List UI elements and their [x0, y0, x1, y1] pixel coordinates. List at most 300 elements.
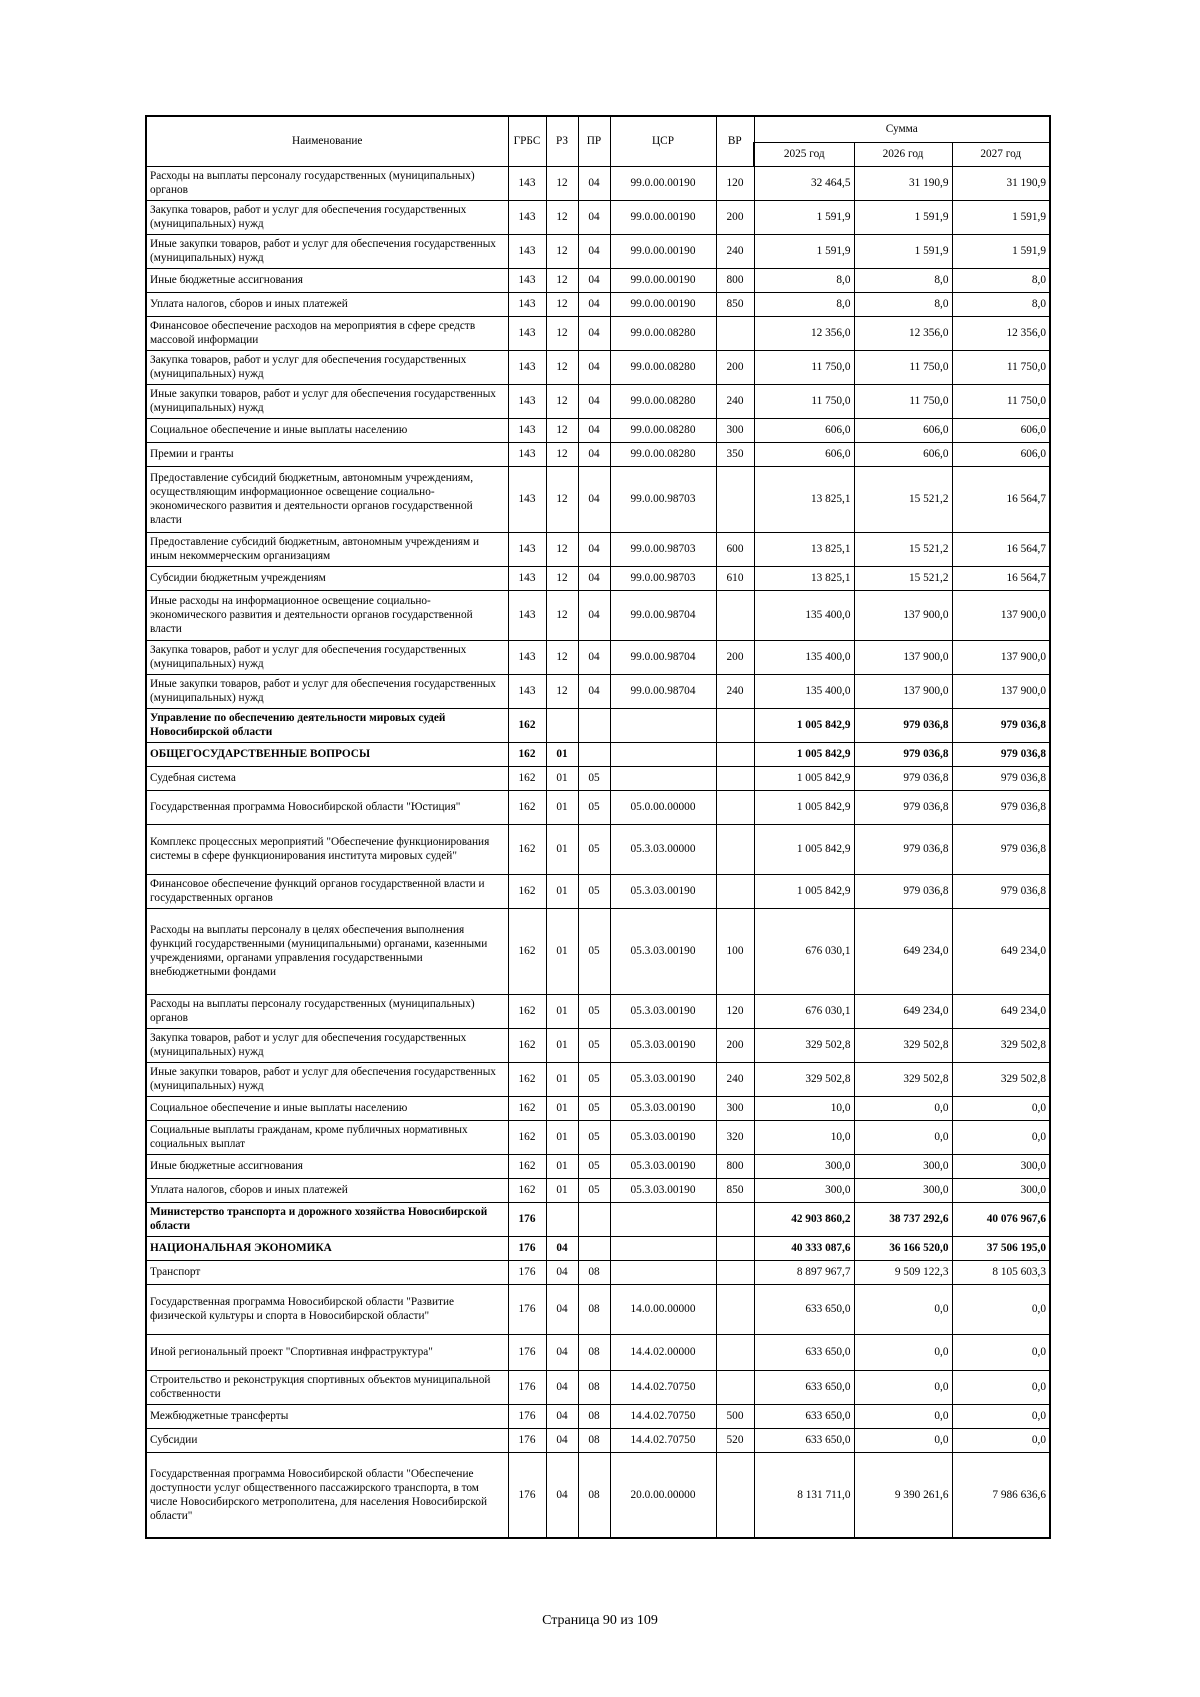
- cell-rz: 04: [546, 1428, 578, 1452]
- cell-2025: 135 400,0: [754, 590, 854, 640]
- cell-pr: 04: [578, 350, 610, 384]
- cell-name: Транспорт: [146, 1260, 508, 1284]
- cell-name: Субсидии бюджетным учреждениям: [146, 566, 508, 590]
- cell-2026: 15 521,2: [854, 466, 952, 532]
- cell-rz: 12: [546, 418, 578, 442]
- cell-2027: 329 502,8: [952, 1028, 1050, 1062]
- cell-csr: 99.0.00.08280: [610, 384, 716, 418]
- cell-vr: [716, 1260, 754, 1284]
- cell-rz: 01: [546, 1028, 578, 1062]
- cell-rz: 12: [546, 640, 578, 674]
- cell-2026: 11 750,0: [854, 350, 952, 384]
- cell-rz: 12: [546, 466, 578, 532]
- header-vr: ВР: [716, 116, 754, 166]
- cell-2025: 10,0: [754, 1120, 854, 1154]
- cell-rz: 04: [546, 1370, 578, 1404]
- cell-csr: 14.4.02.70750: [610, 1428, 716, 1452]
- cell-2027: 1 591,9: [952, 200, 1050, 234]
- cell-grbs: 162: [508, 766, 546, 790]
- cell-2027: 649 234,0: [952, 994, 1050, 1028]
- cell-rz: 12: [546, 268, 578, 292]
- cell-name: Межбюджетные трансферты: [146, 1404, 508, 1428]
- cell-name: Закупка товаров, работ и услуг для обеспечения государственных (муниципальных) нужд: [146, 200, 508, 234]
- table-row: [146, 1096, 1050, 1120]
- cell-csr: 05.3.03.00190: [610, 1028, 716, 1062]
- cell-vr: 200: [716, 1028, 754, 1062]
- cell-csr: 99.0.00.98704: [610, 674, 716, 708]
- table-row: [146, 1028, 1050, 1062]
- cell-pr: 04: [578, 532, 610, 566]
- cell-pr: 08: [578, 1370, 610, 1404]
- cell-name: Иной региональный проект "Спортивная инфраструктура": [146, 1334, 508, 1370]
- cell-rz: 12: [546, 200, 578, 234]
- cell-name: Финансовое обеспечение функций органов государственной власти и государственных органов: [146, 874, 508, 908]
- table-row: [146, 292, 1050, 316]
- cell-vr: 300: [716, 1096, 754, 1120]
- cell-2025: 135 400,0: [754, 640, 854, 674]
- cell-2026: 0,0: [854, 1334, 952, 1370]
- cell-name: Иные закупки товаров, работ и услуг для обеспечения государственных (муниципальных) нужд: [146, 234, 508, 268]
- cell-vr: 120: [716, 994, 754, 1028]
- table-row: [146, 384, 1050, 418]
- cell-2025: 300,0: [754, 1178, 854, 1202]
- cell-vr: 120: [716, 166, 754, 200]
- cell-name: Государственная программа Новосибирской области "Развитие физической культуры и спорта в Новосибирской области": [146, 1284, 508, 1334]
- cell-2025: 1 005 842,9: [754, 766, 854, 790]
- cell-rz: 01: [546, 742, 578, 766]
- cell-csr: 20.0.00.00000: [610, 1452, 716, 1538]
- cell-pr: 05: [578, 824, 610, 874]
- table-row: [146, 874, 1050, 908]
- cell-2027: 11 750,0: [952, 350, 1050, 384]
- cell-pr: 04: [578, 566, 610, 590]
- cell-2025: 8,0: [754, 292, 854, 316]
- cell-grbs: 143: [508, 532, 546, 566]
- cell-2027: 8,0: [952, 292, 1050, 316]
- cell-grbs: 143: [508, 466, 546, 532]
- cell-grbs: 176: [508, 1428, 546, 1452]
- cell-2025: 633 650,0: [754, 1428, 854, 1452]
- cell-2026: 15 521,2: [854, 566, 952, 590]
- cell-2026: 979 036,8: [854, 874, 952, 908]
- cell-name: Судебная система: [146, 766, 508, 790]
- cell-grbs: 162: [508, 708, 546, 742]
- cell-name: Государственная программа Новосибирской области "Обеспечение доступности услуг общественного пассажирского транспорта, в том числе Новосибирского метрополитена, для населения Новосибирской области": [146, 1452, 508, 1538]
- cell-rz: 12: [546, 384, 578, 418]
- cell-2026: 8,0: [854, 268, 952, 292]
- cell-vr: [716, 766, 754, 790]
- cell-name: Уплата налогов, сборов и иных платежей: [146, 1178, 508, 1202]
- cell-name: Расходы на выплаты персоналу государственных (муниципальных) органов: [146, 166, 508, 200]
- cell-grbs: 176: [508, 1202, 546, 1236]
- cell-vr: 600: [716, 532, 754, 566]
- cell-name: Государственная программа Новосибирской области "Юстиция": [146, 790, 508, 824]
- cell-vr: 240: [716, 1062, 754, 1096]
- cell-2026: 0,0: [854, 1096, 952, 1120]
- table-row: [146, 234, 1050, 268]
- table-row: [146, 790, 1050, 824]
- cell-2025: 1 005 842,9: [754, 742, 854, 766]
- cell-2026: 0,0: [854, 1370, 952, 1404]
- cell-2026: 38 737 292,6: [854, 1202, 952, 1236]
- cell-vr: [716, 466, 754, 532]
- cell-csr: 05.3.03.00000: [610, 824, 716, 874]
- cell-2025: 8,0: [754, 268, 854, 292]
- cell-2025: 32 464,5: [754, 166, 854, 200]
- cell-name: Иные закупки товаров, работ и услуг для обеспечения государственных (муниципальных) нужд: [146, 674, 508, 708]
- cell-name: Министерство транспорта и дорожного хозяйства Новосибирской области: [146, 1202, 508, 1236]
- cell-name: Строительство и реконструкция спортивных объектов муниципальной собственности: [146, 1370, 508, 1404]
- cell-2027: 40 076 967,6: [952, 1202, 1050, 1236]
- cell-vr: [716, 708, 754, 742]
- cell-vr: 240: [716, 674, 754, 708]
- cell-vr: 300: [716, 418, 754, 442]
- cell-2027: 329 502,8: [952, 1062, 1050, 1096]
- cell-2025: 606,0: [754, 442, 854, 466]
- cell-rz: 12: [546, 350, 578, 384]
- cell-pr: 04: [578, 640, 610, 674]
- cell-grbs: 143: [508, 590, 546, 640]
- header-rz: РЗ: [546, 116, 578, 166]
- cell-2027: 0,0: [952, 1096, 1050, 1120]
- cell-csr: 99.0.00.98704: [610, 590, 716, 640]
- header-2025: 2025 год: [754, 142, 854, 166]
- cell-2025: 676 030,1: [754, 994, 854, 1028]
- table-row: [146, 1284, 1050, 1334]
- cell-2025: 1 005 842,9: [754, 874, 854, 908]
- header-csr: ЦСР: [610, 116, 716, 166]
- cell-2027: 16 564,7: [952, 532, 1050, 566]
- cell-grbs: 143: [508, 268, 546, 292]
- cell-rz: 01: [546, 1154, 578, 1178]
- cell-csr: 99.0.00.08280: [610, 316, 716, 350]
- cell-2027: 649 234,0: [952, 908, 1050, 994]
- cell-pr: 04: [578, 166, 610, 200]
- cell-2025: 1 591,9: [754, 234, 854, 268]
- table-row: [146, 1260, 1050, 1284]
- header-name: Наименование: [146, 116, 508, 166]
- cell-2027: 11 750,0: [952, 384, 1050, 418]
- cell-grbs: 143: [508, 292, 546, 316]
- cell-2026: 979 036,8: [854, 742, 952, 766]
- cell-2027: 0,0: [952, 1120, 1050, 1154]
- cell-2026: 137 900,0: [854, 674, 952, 708]
- cell-pr: 08: [578, 1404, 610, 1428]
- cell-pr: 04: [578, 418, 610, 442]
- table-row: [146, 316, 1050, 350]
- cell-name: Иные бюджетные ассигнования: [146, 268, 508, 292]
- cell-rz: 01: [546, 766, 578, 790]
- budget-table: [145, 115, 1051, 1539]
- cell-2025: 633 650,0: [754, 1284, 854, 1334]
- cell-rz: 12: [546, 166, 578, 200]
- cell-vr: [716, 1334, 754, 1370]
- cell-pr: 05: [578, 790, 610, 824]
- cell-csr: 05.0.00.00000: [610, 790, 716, 824]
- cell-pr: 05: [578, 994, 610, 1028]
- cell-pr: 04: [578, 442, 610, 466]
- cell-rz: 04: [546, 1404, 578, 1428]
- cell-2027: 8,0: [952, 268, 1050, 292]
- cell-vr: 850: [716, 292, 754, 316]
- cell-2027: 0,0: [952, 1334, 1050, 1370]
- cell-2027: 0,0: [952, 1428, 1050, 1452]
- table-row: [146, 566, 1050, 590]
- cell-rz: [546, 1202, 578, 1236]
- cell-name: НАЦИОНАЛЬНАЯ ЭКОНОМИКА: [146, 1236, 508, 1260]
- cell-rz: 12: [546, 566, 578, 590]
- cell-2025: 329 502,8: [754, 1062, 854, 1096]
- header-2027: 2027 год: [952, 142, 1050, 166]
- cell-2025: 11 750,0: [754, 384, 854, 418]
- header-grbs: ГРБС: [508, 116, 546, 166]
- cell-rz: 01: [546, 1178, 578, 1202]
- cell-vr: [716, 1452, 754, 1538]
- cell-2026: 36 166 520,0: [854, 1236, 952, 1260]
- cell-pr: 08: [578, 1284, 610, 1334]
- cell-name: Комплекс процессных мероприятий "Обеспечение функционирования системы в сфере функционирования института мировых судей": [146, 824, 508, 874]
- table-row: [146, 200, 1050, 234]
- cell-2027: 979 036,8: [952, 824, 1050, 874]
- cell-vr: 500: [716, 1404, 754, 1428]
- cell-name: Финансовое обеспечение расходов на мероприятия в сфере средств массовой информации: [146, 316, 508, 350]
- cell-name: Иные расходы на информационное освещение социально-экономического развития и деятельности органов государственной власти: [146, 590, 508, 640]
- cell-grbs: 143: [508, 674, 546, 708]
- cell-grbs: 176: [508, 1404, 546, 1428]
- cell-pr: 08: [578, 1452, 610, 1538]
- cell-rz: 12: [546, 442, 578, 466]
- table-row: [146, 1428, 1050, 1452]
- cell-2027: 137 900,0: [952, 674, 1050, 708]
- cell-pr: 04: [578, 234, 610, 268]
- cell-2025: 1 005 842,9: [754, 708, 854, 742]
- cell-2025: 42 903 860,2: [754, 1202, 854, 1236]
- cell-csr: 99.0.00.08280: [610, 350, 716, 384]
- cell-csr: 14.4.02.70750: [610, 1404, 716, 1428]
- cell-rz: 01: [546, 824, 578, 874]
- cell-name: Закупка товаров, работ и услуг для обеспечения государственных (муниципальных) нужд: [146, 1028, 508, 1062]
- cell-rz: 01: [546, 994, 578, 1028]
- cell-pr: 05: [578, 1028, 610, 1062]
- cell-2025: 40 333 087,6: [754, 1236, 854, 1260]
- cell-2026: 15 521,2: [854, 532, 952, 566]
- cell-2026: 137 900,0: [854, 640, 952, 674]
- cell-2027: 979 036,8: [952, 766, 1050, 790]
- cell-grbs: 143: [508, 166, 546, 200]
- cell-2025: 135 400,0: [754, 674, 854, 708]
- cell-2026: 979 036,8: [854, 766, 952, 790]
- table-row: [146, 1178, 1050, 1202]
- cell-csr: 99.0.00.00190: [610, 166, 716, 200]
- cell-2025: 1 005 842,9: [754, 824, 854, 874]
- cell-grbs: 162: [508, 908, 546, 994]
- cell-2025: 633 650,0: [754, 1370, 854, 1404]
- cell-name: Субсидии: [146, 1428, 508, 1452]
- cell-csr: 05.3.03.00190: [610, 908, 716, 994]
- cell-csr: 99.0.00.08280: [610, 418, 716, 442]
- table-row: [146, 1202, 1050, 1236]
- table-row: [146, 268, 1050, 292]
- table-row: [146, 742, 1050, 766]
- cell-pr: [578, 1202, 610, 1236]
- cell-vr: [716, 874, 754, 908]
- cell-2026: 0,0: [854, 1404, 952, 1428]
- cell-pr: 05: [578, 766, 610, 790]
- cell-pr: 08: [578, 1428, 610, 1452]
- cell-vr: 800: [716, 1154, 754, 1178]
- cell-2025: 676 030,1: [754, 908, 854, 994]
- cell-pr: 04: [578, 384, 610, 418]
- cell-vr: [716, 1236, 754, 1260]
- cell-2025: 1 591,9: [754, 200, 854, 234]
- cell-pr: 04: [578, 292, 610, 316]
- cell-grbs: 143: [508, 384, 546, 418]
- cell-rz: 12: [546, 674, 578, 708]
- cell-name: Закупка товаров, работ и услуг для обеспечения государственных (муниципальных) нужд: [146, 640, 508, 674]
- cell-csr: 14.4.02.00000: [610, 1334, 716, 1370]
- cell-2025: 11 750,0: [754, 350, 854, 384]
- cell-rz: 12: [546, 590, 578, 640]
- page-number: Страница 90 из 109: [542, 1613, 658, 1628]
- cell-grbs: 143: [508, 566, 546, 590]
- cell-2027: 606,0: [952, 418, 1050, 442]
- cell-2027: 16 564,7: [952, 566, 1050, 590]
- cell-grbs: 176: [508, 1260, 546, 1284]
- cell-vr: 200: [716, 640, 754, 674]
- cell-vr: 200: [716, 200, 754, 234]
- cell-name: Управление по обеспечению деятельности мировых судей Новосибирской области: [146, 708, 508, 742]
- cell-2027: 16 564,7: [952, 466, 1050, 532]
- cell-2027: 0,0: [952, 1284, 1050, 1334]
- cell-2025: 8 131 711,0: [754, 1452, 854, 1538]
- table-row: [146, 350, 1050, 384]
- cell-2026: 0,0: [854, 1284, 952, 1334]
- cell-2026: 0,0: [854, 1120, 952, 1154]
- cell-csr: 99.0.00.00190: [610, 200, 716, 234]
- cell-grbs: 162: [508, 790, 546, 824]
- cell-vr: 350: [716, 442, 754, 466]
- table-row: [146, 766, 1050, 790]
- table-row: [146, 1120, 1050, 1154]
- cell-2026: 979 036,8: [854, 708, 952, 742]
- cell-csr: 99.0.00.98703: [610, 466, 716, 532]
- cell-2025: 633 650,0: [754, 1334, 854, 1370]
- table-row: [146, 442, 1050, 466]
- cell-grbs: 143: [508, 234, 546, 268]
- cell-name: Закупка товаров, работ и услуг для обеспечения государственных (муниципальных) нужд: [146, 350, 508, 384]
- cell-csr: [610, 742, 716, 766]
- cell-name: Иные бюджетные ассигнования: [146, 1154, 508, 1178]
- cell-2026: 9 390 261,6: [854, 1452, 952, 1538]
- cell-2026: 300,0: [854, 1154, 952, 1178]
- cell-csr: 05.3.03.00190: [610, 994, 716, 1028]
- header-row: [146, 116, 1050, 142]
- cell-grbs: 143: [508, 316, 546, 350]
- cell-2026: 31 190,9: [854, 166, 952, 200]
- table-row: [146, 590, 1050, 640]
- cell-grbs: 143: [508, 418, 546, 442]
- cell-vr: 240: [716, 384, 754, 418]
- cell-vr: 800: [716, 268, 754, 292]
- cell-name: Предоставление субсидий бюджетным, автономным учреждениям и иным некоммерческим организациям: [146, 532, 508, 566]
- cell-vr: [716, 1370, 754, 1404]
- cell-2026: 12 356,0: [854, 316, 952, 350]
- cell-rz: 01: [546, 1096, 578, 1120]
- cell-rz: 01: [546, 874, 578, 908]
- cell-grbs: 176: [508, 1334, 546, 1370]
- cell-rz: [546, 708, 578, 742]
- cell-2026: 1 591,9: [854, 200, 952, 234]
- table-row: [146, 824, 1050, 874]
- cell-2025: 329 502,8: [754, 1028, 854, 1062]
- cell-2027: 979 036,8: [952, 708, 1050, 742]
- cell-2027: 137 900,0: [952, 590, 1050, 640]
- cell-name: Иные закупки товаров, работ и услуг для обеспечения государственных (муниципальных) нужд: [146, 1062, 508, 1096]
- cell-csr: 05.3.03.00190: [610, 1178, 716, 1202]
- cell-grbs: 162: [508, 1096, 546, 1120]
- cell-csr: 05.3.03.00190: [610, 1096, 716, 1120]
- cell-pr: 04: [578, 268, 610, 292]
- cell-vr: [716, 742, 754, 766]
- table-row: [146, 418, 1050, 442]
- table-row: [146, 466, 1050, 532]
- table-body: [146, 116, 1050, 1538]
- table-row: [146, 1334, 1050, 1370]
- cell-grbs: 176: [508, 1284, 546, 1334]
- cell-pr: 05: [578, 1062, 610, 1096]
- cell-grbs: 162: [508, 742, 546, 766]
- cell-grbs: 162: [508, 1120, 546, 1154]
- cell-grbs: 162: [508, 1062, 546, 1096]
- cell-2026: 606,0: [854, 442, 952, 466]
- cell-csr: 05.3.03.00190: [610, 874, 716, 908]
- cell-csr: 99.0.00.00190: [610, 292, 716, 316]
- cell-grbs: 143: [508, 442, 546, 466]
- cell-vr: [716, 824, 754, 874]
- cell-rz: 12: [546, 234, 578, 268]
- table-row: [146, 708, 1050, 742]
- cell-2027: 7 986 636,6: [952, 1452, 1050, 1538]
- cell-vr: 320: [716, 1120, 754, 1154]
- cell-vr: [716, 316, 754, 350]
- cell-2025: 1 005 842,9: [754, 790, 854, 824]
- table-row: [146, 674, 1050, 708]
- table-row: [146, 640, 1050, 674]
- cell-pr: 08: [578, 1260, 610, 1284]
- cell-rz: 04: [546, 1260, 578, 1284]
- cell-pr: 08: [578, 1334, 610, 1370]
- cell-csr: 99.0.00.98703: [610, 532, 716, 566]
- cell-grbs: 176: [508, 1236, 546, 1260]
- cell-csr: 14.4.02.70750: [610, 1370, 716, 1404]
- cell-2027: 606,0: [952, 442, 1050, 466]
- cell-2026: 0,0: [854, 1428, 952, 1452]
- cell-grbs: 143: [508, 350, 546, 384]
- cell-2026: 329 502,8: [854, 1062, 952, 1096]
- cell-2026: 300,0: [854, 1178, 952, 1202]
- cell-pr: 05: [578, 874, 610, 908]
- cell-grbs: 162: [508, 874, 546, 908]
- cell-2027: 0,0: [952, 1404, 1050, 1428]
- cell-pr: 04: [578, 200, 610, 234]
- cell-pr: 05: [578, 1120, 610, 1154]
- cell-2026: 11 750,0: [854, 384, 952, 418]
- cell-csr: [610, 1260, 716, 1284]
- cell-2025: 10,0: [754, 1096, 854, 1120]
- cell-csr: [610, 1236, 716, 1260]
- cell-pr: [578, 708, 610, 742]
- cell-vr: [716, 790, 754, 824]
